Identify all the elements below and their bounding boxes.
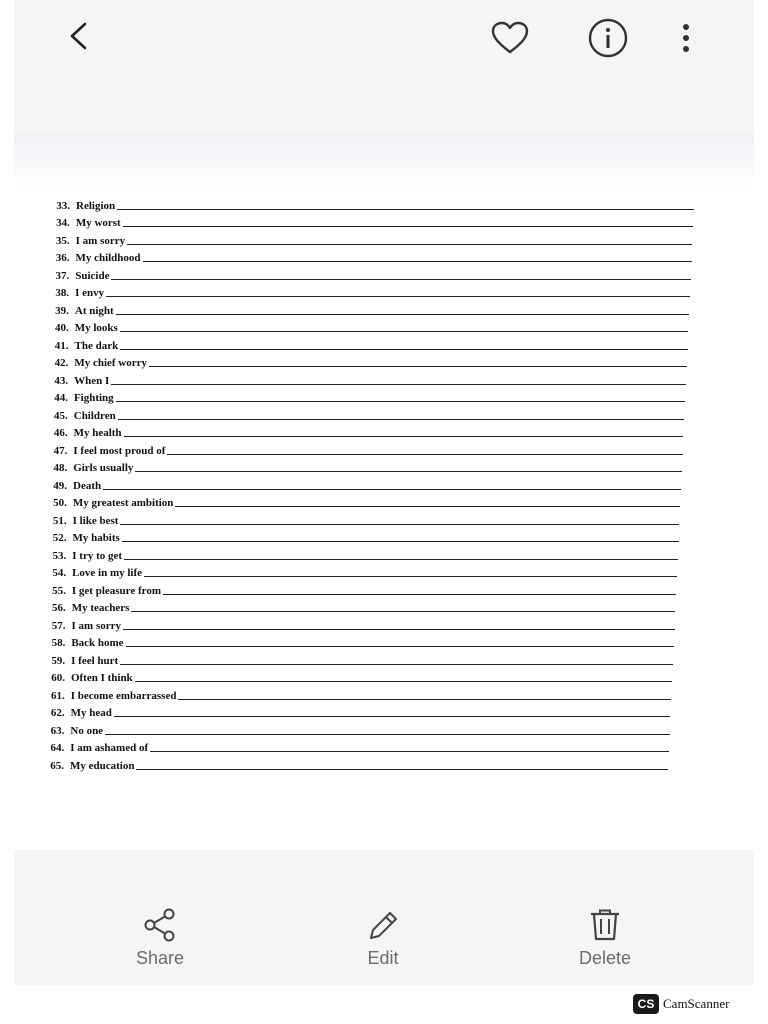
item-number: 43. bbox=[54, 374, 69, 387]
more-options-button[interactable] bbox=[674, 18, 698, 58]
info-icon bbox=[587, 17, 629, 59]
answer-line bbox=[120, 349, 687, 350]
answer-line bbox=[127, 244, 692, 245]
answer-line bbox=[111, 279, 690, 280]
scanned-document-image[interactable] bbox=[14, 132, 754, 850]
list-item bbox=[14, 492, 754, 510]
camscanner-text: CamScanner bbox=[663, 996, 730, 1011]
answer-line bbox=[117, 209, 694, 210]
item-prompt: At night bbox=[74, 304, 114, 317]
list-item bbox=[14, 334, 754, 352]
bottom-action-bar bbox=[14, 900, 754, 980]
item-prompt: My chief worry bbox=[74, 357, 148, 369]
item-prompt: My head bbox=[70, 707, 112, 719]
item-number: 36. bbox=[55, 252, 70, 264]
item-prompt: I feel most proud of bbox=[73, 444, 166, 457]
answer-line bbox=[149, 366, 687, 367]
answer-line bbox=[114, 716, 671, 717]
item-number: 65. bbox=[50, 759, 64, 772]
pencil-icon bbox=[365, 908, 401, 942]
item-number: 64. bbox=[50, 742, 65, 754]
answer-line bbox=[131, 611, 675, 612]
answer-line bbox=[124, 559, 678, 560]
answer-line bbox=[175, 506, 680, 507]
list-item bbox=[14, 562, 754, 580]
item-prompt: Religion bbox=[76, 199, 116, 212]
item-number: 57. bbox=[51, 619, 66, 632]
item-prompt: Love in my life bbox=[72, 567, 143, 579]
delete-label: Delete bbox=[578, 948, 632, 968]
item-prompt: I am ashamed of bbox=[70, 742, 149, 754]
item-prompt: Children bbox=[73, 409, 116, 422]
trash-icon bbox=[587, 908, 623, 942]
item-prompt: My worst bbox=[75, 217, 121, 229]
answer-line bbox=[126, 646, 674, 647]
answer-line bbox=[178, 699, 671, 700]
answer-line bbox=[123, 629, 675, 630]
item-number: 55. bbox=[52, 584, 66, 597]
item-number: 37. bbox=[55, 269, 70, 282]
list-item bbox=[14, 422, 754, 440]
list-item bbox=[14, 404, 754, 422]
item-number: 61. bbox=[51, 689, 65, 702]
list-item bbox=[14, 737, 754, 755]
item-number: 52. bbox=[52, 532, 67, 544]
item-prompt: My looks bbox=[74, 322, 118, 334]
item-number: 60. bbox=[51, 672, 65, 684]
item-prompt: Often I think bbox=[70, 672, 133, 684]
list-item bbox=[14, 387, 754, 405]
answer-line bbox=[123, 226, 693, 227]
item-prompt: My greatest ambition bbox=[72, 497, 174, 509]
list-item bbox=[14, 684, 754, 702]
item-number: 39. bbox=[55, 304, 69, 317]
item-prompt: My education bbox=[70, 759, 135, 772]
scan-noise bbox=[14, 132, 754, 192]
answer-line bbox=[106, 296, 690, 297]
answer-line bbox=[111, 384, 686, 385]
list-item bbox=[14, 597, 754, 615]
list-item bbox=[14, 527, 754, 545]
edit-button[interactable] bbox=[338, 908, 428, 969]
item-number: 38. bbox=[55, 287, 70, 299]
list-item bbox=[14, 474, 754, 492]
item-prompt: My teachers bbox=[71, 602, 130, 614]
list-item bbox=[14, 579, 754, 597]
list-item bbox=[14, 317, 754, 335]
list-item bbox=[14, 667, 754, 685]
item-prompt: I feel hurt bbox=[71, 654, 119, 667]
list-item bbox=[14, 614, 754, 632]
list-item bbox=[14, 229, 754, 247]
item-prompt: My health bbox=[73, 427, 122, 439]
back-button[interactable] bbox=[60, 18, 96, 54]
camscanner-logo: CS bbox=[633, 994, 659, 1014]
item-prompt: I am sorry bbox=[75, 234, 126, 247]
item-number: 45. bbox=[54, 409, 68, 422]
answer-line bbox=[120, 524, 679, 525]
item-prompt: The dark bbox=[74, 339, 119, 352]
answer-line bbox=[150, 751, 669, 752]
item-number: 33. bbox=[56, 199, 70, 212]
share-label: Share bbox=[135, 948, 185, 968]
item-prompt: Death bbox=[73, 479, 102, 492]
item-number: 44. bbox=[54, 392, 68, 404]
item-prompt: I like best bbox=[72, 514, 119, 527]
item-number: 53. bbox=[52, 549, 67, 562]
list-item bbox=[14, 632, 754, 650]
sentence-completion-list bbox=[14, 194, 754, 772]
camscanner-watermark bbox=[633, 993, 729, 1015]
list-item bbox=[14, 702, 754, 720]
answer-line bbox=[124, 436, 684, 437]
answer-line bbox=[136, 769, 668, 770]
item-prompt: I get pleasure from bbox=[71, 584, 161, 597]
item-number: 47. bbox=[53, 444, 68, 457]
list-item bbox=[14, 544, 754, 562]
item-number: 35. bbox=[55, 234, 70, 247]
item-prompt: Suicide bbox=[75, 269, 110, 282]
list-item bbox=[14, 299, 754, 317]
gallery-viewer bbox=[14, 0, 754, 985]
heart-icon bbox=[490, 21, 530, 55]
item-number: 34. bbox=[56, 217, 70, 229]
top-toolbar bbox=[14, 0, 754, 90]
delete-button[interactable] bbox=[560, 908, 650, 969]
list-item bbox=[14, 719, 754, 737]
answer-line bbox=[118, 419, 685, 420]
item-number: 50. bbox=[53, 497, 67, 509]
list-item bbox=[14, 649, 754, 667]
item-number: 51. bbox=[52, 514, 67, 527]
answer-line bbox=[143, 261, 692, 262]
answer-line bbox=[122, 541, 679, 542]
item-number: 59. bbox=[51, 654, 66, 667]
item-number: 42. bbox=[54, 357, 69, 369]
answer-line bbox=[103, 489, 681, 490]
chevron-left-icon bbox=[67, 21, 89, 51]
item-number: 41. bbox=[54, 339, 69, 352]
answer-line bbox=[116, 314, 689, 315]
list-item bbox=[14, 194, 754, 212]
answer-line bbox=[144, 576, 677, 577]
item-number: 48. bbox=[53, 462, 68, 474]
item-number: 58. bbox=[51, 637, 66, 649]
item-prompt: Back home bbox=[71, 637, 124, 649]
item-prompt: I envy bbox=[75, 287, 105, 299]
item-number: 40. bbox=[54, 322, 69, 334]
answer-line bbox=[163, 594, 676, 595]
item-prompt: Fighting bbox=[73, 392, 114, 404]
item-prompt: I am sorry bbox=[71, 619, 121, 632]
item-number: 49. bbox=[53, 479, 67, 492]
item-number: 46. bbox=[53, 427, 68, 439]
edit-label: Edit bbox=[367, 948, 399, 968]
answer-line bbox=[120, 331, 689, 332]
item-prompt: When I bbox=[74, 374, 110, 387]
list-item bbox=[14, 247, 754, 265]
item-prompt: No one bbox=[70, 724, 104, 737]
list-item bbox=[14, 754, 754, 772]
item-prompt: Girls usually bbox=[73, 462, 134, 474]
share-icon bbox=[142, 908, 178, 942]
item-prompt: My childhood bbox=[75, 252, 141, 264]
answer-line bbox=[105, 734, 670, 735]
list-item bbox=[14, 282, 754, 300]
item-number: 54. bbox=[52, 567, 67, 579]
item-number: 62. bbox=[50, 707, 65, 719]
answer-line bbox=[116, 401, 685, 402]
list-item bbox=[14, 457, 754, 475]
share-button[interactable] bbox=[115, 908, 205, 969]
answer-line bbox=[167, 454, 682, 455]
item-number: 56. bbox=[51, 602, 66, 614]
item-number: 63. bbox=[50, 724, 65, 737]
list-item bbox=[14, 264, 754, 282]
item-prompt: My habits bbox=[72, 532, 120, 544]
list-item bbox=[14, 509, 754, 527]
item-prompt: I try to get bbox=[72, 549, 123, 562]
list-item bbox=[14, 439, 754, 457]
list-item bbox=[14, 369, 754, 387]
list-item bbox=[14, 352, 754, 370]
item-prompt: I become embarrassed bbox=[70, 689, 177, 702]
answer-line bbox=[135, 471, 681, 472]
favorite-button[interactable] bbox=[488, 18, 532, 58]
answer-line bbox=[135, 681, 672, 682]
list-item bbox=[14, 212, 754, 230]
info-button[interactable] bbox=[586, 16, 630, 60]
more-vertical-icon bbox=[681, 23, 691, 53]
answer-line bbox=[120, 664, 673, 665]
